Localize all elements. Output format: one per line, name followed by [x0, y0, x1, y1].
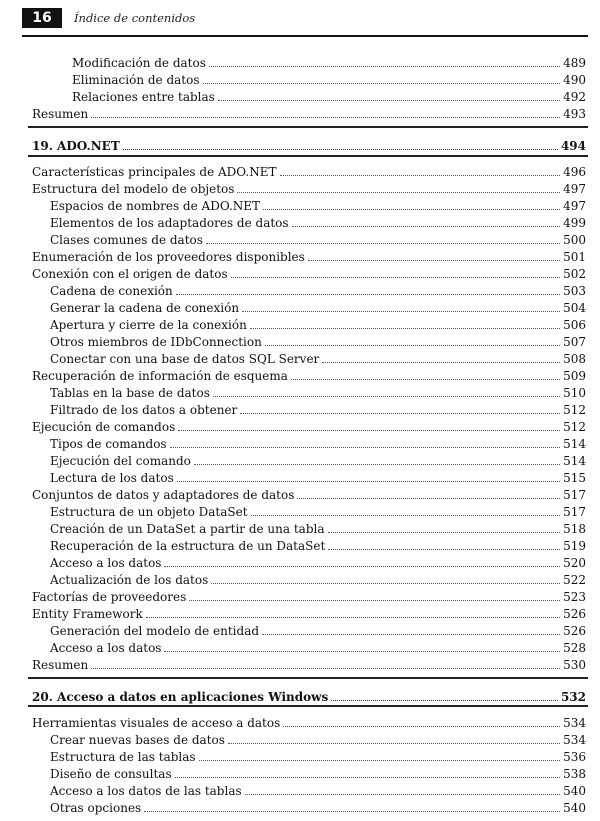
toc-entry-page: 540 — [563, 801, 586, 815]
dot-leader — [206, 243, 560, 244]
toc-entry-page: 532 — [560, 690, 586, 704]
toc-entry-title: Generar la cadena de conexión — [50, 301, 240, 315]
toc-entry — [50, 639, 586, 655]
dot-leader — [170, 447, 561, 448]
dot-leader — [237, 192, 560, 193]
dot-leader — [203, 83, 561, 84]
toc-entry — [32, 588, 586, 604]
toc-entry-title: Lectura de los datos — [50, 471, 174, 485]
dot-leader — [164, 566, 560, 567]
toc-entry-title: Creación de un DataSet a partir de una tabla — [50, 522, 325, 536]
dot-leader — [262, 634, 560, 635]
toc-entry — [50, 748, 586, 764]
toc-entry-page: 517 — [563, 505, 586, 519]
toc-entry-page: 526 — [563, 624, 586, 638]
dot-leader — [263, 209, 560, 210]
toc-entry — [32, 714, 586, 730]
toc-entry — [50, 469, 586, 485]
toc-entry-title: 19. ADO.NET — [32, 139, 120, 153]
dot-leader — [144, 811, 560, 812]
toc-entry — [50, 799, 586, 815]
dot-leader — [292, 226, 561, 227]
dot-leader — [228, 743, 560, 744]
toc-entry-title: Estructura del modelo de objetos — [32, 182, 235, 196]
toc-entry-title: Estructura de las tablas — [50, 750, 196, 764]
toc-entry-title: Apertura y cierre de la conexión — [50, 318, 247, 332]
toc-entry-page: 508 — [563, 352, 586, 366]
toc-entry — [50, 333, 586, 349]
dot-leader — [322, 362, 560, 363]
toc-entry-page: 514 — [563, 437, 586, 451]
toc-entry-title: Tablas en la base de datos — [50, 386, 210, 400]
toc-entry-title: Características principales de ADO.NET — [32, 165, 277, 179]
toc-entry-title: Ejecución de comandos — [32, 420, 176, 434]
toc-entry — [50, 299, 586, 315]
toc-entry-page: 496 — [563, 165, 586, 179]
dot-leader — [211, 583, 560, 584]
toc-entry-title: Conectar con una base de datos SQL Server — [50, 352, 320, 366]
toc-entry-page: 523 — [563, 590, 586, 604]
dot-leader — [91, 668, 560, 669]
toc-entry-title: Clases comunes de datos — [50, 233, 203, 247]
dot-leader — [146, 617, 560, 618]
toc-entry — [72, 71, 586, 87]
toc-entry — [50, 282, 586, 298]
toc-entry-title: Recuperación de información de esquema — [32, 369, 288, 383]
toc-entry — [32, 163, 586, 179]
toc-entry — [50, 316, 586, 332]
toc-entry-title: Otros miembros de IDbConnection — [50, 335, 262, 349]
section-divider — [28, 155, 588, 157]
toc-entry-title: Eliminación de datos — [72, 73, 200, 87]
toc-entry-title: Diseño de consultas — [50, 767, 172, 781]
toc-entry-title: Entity Framework — [32, 607, 143, 621]
toc-entry — [32, 486, 586, 502]
toc-entry — [50, 452, 586, 468]
toc-entry-title: Herramientas visuales de acceso a datos — [32, 716, 281, 730]
toc-entry-page: 489 — [563, 56, 586, 70]
toc-entry-page: 512 — [563, 420, 586, 434]
toc-entry-title: Ejecución del comando — [50, 454, 191, 468]
dot-leader — [245, 794, 560, 795]
toc-entry-page: 500 — [563, 233, 586, 247]
toc-entry — [50, 384, 586, 400]
dot-leader — [250, 328, 560, 329]
dot-leader — [91, 117, 560, 118]
dot-leader — [242, 311, 560, 312]
toc-entry — [32, 248, 586, 264]
toc-entry — [50, 554, 586, 570]
toc-entry-title: Actualización de los datos — [50, 573, 209, 587]
toc-entry-page: 497 — [563, 199, 586, 213]
dot-leader — [199, 760, 561, 761]
dot-leader — [213, 396, 560, 397]
toc-entry-page: 515 — [563, 471, 586, 485]
dot-leader — [231, 277, 560, 278]
toc-entry-page: 530 — [563, 658, 586, 672]
toc-entry — [32, 418, 586, 434]
dot-leader — [328, 549, 560, 550]
toc-entry-title: Enumeración de los proveedores disponibles — [32, 250, 305, 264]
toc-entry-page: 517 — [563, 488, 586, 502]
toc-entry-page: 526 — [563, 607, 586, 621]
toc-entry — [50, 520, 586, 536]
toc-entry-title: Cadena de conexión — [50, 284, 173, 298]
toc-chapter-entry — [32, 688, 586, 704]
section-divider — [28, 705, 588, 707]
page-number-badge: 16 — [22, 8, 62, 28]
toc-chapter-entry — [32, 137, 586, 153]
toc-entry-title: Elementos de los adaptadores de datos — [50, 216, 289, 230]
toc-entry — [32, 105, 586, 121]
toc-entry-title: Crear nuevas bases de datos — [50, 733, 225, 747]
toc-entry-page: 492 — [563, 90, 586, 104]
toc-entry-page: 494 — [560, 139, 586, 153]
toc-entry-title: Factorías de proveedores — [32, 590, 187, 604]
toc-entry-title: Filtrado de los datos a obtener — [50, 403, 238, 417]
dot-leader — [240, 413, 560, 414]
toc-entry-page: 514 — [563, 454, 586, 468]
toc-entry-page: 507 — [563, 335, 586, 349]
toc-entry — [72, 88, 586, 104]
toc-entry-page: 493 — [563, 107, 586, 121]
section-divider — [28, 677, 588, 679]
toc-entry — [32, 605, 586, 621]
toc-entry-page: 497 — [563, 182, 586, 196]
toc-entry-title: Acceso a los datos de las tablas — [50, 784, 242, 798]
toc-entry — [50, 571, 586, 587]
dot-leader — [176, 294, 560, 295]
toc-entry-title: 20. Acceso a datos en aplicaciones Windows — [32, 690, 329, 704]
toc-entry-page: 504 — [563, 301, 586, 315]
toc-entry-title: Resumen — [32, 107, 89, 121]
toc-entry-page: 501 — [563, 250, 586, 264]
toc-entry-title: Conexión con el origen de datos — [32, 267, 228, 281]
toc-entry — [50, 537, 586, 553]
toc-entry-page: 540 — [563, 784, 586, 798]
toc-entry-title: Conjuntos de datos y adaptadores de datos — [32, 488, 295, 502]
toc-entry — [32, 367, 586, 383]
toc-entry-page: 490 — [563, 73, 586, 87]
toc-entry — [32, 656, 586, 672]
toc-entry-title: Relaciones entre tablas — [72, 90, 215, 104]
toc-entry-page: 499 — [563, 216, 586, 230]
dot-leader — [194, 464, 560, 465]
dot-leader — [251, 515, 561, 516]
toc-entry — [50, 401, 586, 417]
running-title: Índice de contenidos — [74, 11, 196, 25]
toc-entry — [32, 180, 586, 196]
toc-entry-page: 536 — [563, 750, 586, 764]
dot-leader — [123, 149, 558, 150]
toc-entry-page: 509 — [563, 369, 586, 383]
toc-entry-title: Modificación de datos — [72, 56, 206, 70]
toc-entry-page: 519 — [563, 539, 586, 553]
dot-leader — [189, 600, 560, 601]
toc-entry-page: 503 — [563, 284, 586, 298]
dot-leader — [218, 100, 560, 101]
dot-leader — [328, 532, 561, 533]
dot-leader — [265, 345, 560, 346]
toc-entry — [50, 782, 586, 798]
toc-entry — [50, 231, 586, 247]
toc-entry-page: 528 — [563, 641, 586, 655]
toc-entry-page: 522 — [563, 573, 586, 587]
toc-entry-title: Tipos de comandos — [50, 437, 167, 451]
dot-leader — [164, 651, 560, 652]
toc-entry-title: Recuperación de la estructura de un DataSet — [50, 539, 326, 553]
toc-entry-page: 520 — [563, 556, 586, 570]
toc-entry-page: 502 — [563, 267, 586, 281]
toc-entry-title: Otras opciones — [50, 801, 142, 815]
dot-leader — [178, 430, 560, 431]
toc-entry-page: 538 — [563, 767, 586, 781]
dot-leader — [177, 481, 560, 482]
section-divider — [28, 126, 588, 128]
toc-entry — [50, 197, 586, 213]
dot-leader — [308, 260, 560, 261]
toc-entry-title: Espacios de nombres de ADO.NET — [50, 199, 261, 213]
dot-leader — [291, 379, 560, 380]
toc-entry-page: 534 — [563, 733, 586, 747]
toc-entry — [50, 350, 586, 366]
dot-leader — [297, 498, 560, 499]
toc-entry-page: 518 — [563, 522, 586, 536]
toc-entry — [32, 265, 586, 281]
toc-entry — [50, 731, 586, 747]
dot-leader — [331, 700, 558, 701]
toc-entry-page: 534 — [563, 716, 586, 730]
toc-entry-title: Acceso a los datos — [50, 556, 162, 570]
toc-entry-title: Generación del modelo de entidad — [50, 624, 260, 638]
dot-leader — [280, 175, 561, 176]
toc-entry-page: 512 — [563, 403, 586, 417]
toc-entry — [72, 54, 586, 70]
toc-entry-page: 506 — [563, 318, 586, 332]
toc-entry-page: 510 — [563, 386, 586, 400]
toc-entry — [50, 435, 586, 451]
dot-leader — [283, 726, 560, 727]
toc-entry — [50, 503, 586, 519]
dot-leader — [209, 66, 560, 67]
dot-leader — [175, 777, 560, 778]
toc-entry-title: Acceso a los datos — [50, 641, 162, 655]
toc-entry-title: Estructura de un objeto DataSet — [50, 505, 248, 519]
toc-entry — [50, 765, 586, 781]
toc-entry — [50, 214, 586, 230]
toc-entry — [50, 622, 586, 638]
toc-entry-title: Resumen — [32, 658, 89, 672]
